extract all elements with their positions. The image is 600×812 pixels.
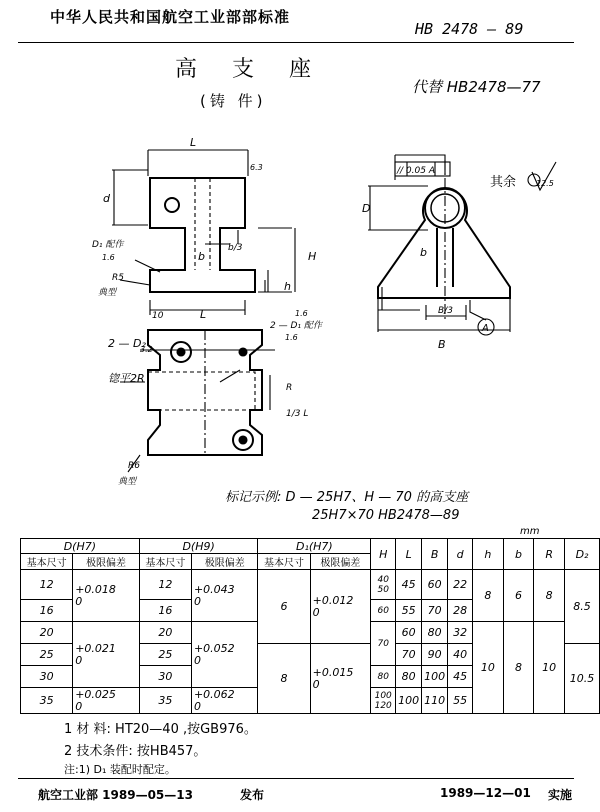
cell-D2: 8.5 [565, 570, 600, 644]
side-view [368, 155, 556, 335]
cell-B: 70 [422, 600, 448, 622]
cell-B: 90 [422, 644, 448, 666]
marking-example-line1: 标记示例: D — 25H7、H — 70 的高支座 [225, 490, 469, 505]
cell-D-H7: 30 [21, 666, 73, 688]
roughness-r32: 3.2 [140, 345, 153, 354]
cell-D-H7-tol: +0.018 0 [73, 570, 140, 622]
cell-D-H9: 25 [139, 644, 191, 666]
th-D-H7: D(H7) [21, 539, 140, 554]
cell-D-H9: 12 [139, 570, 191, 600]
datum-A: A [482, 323, 489, 334]
footer-effective: 实施 [548, 788, 573, 802]
technical-drawing [0, 120, 600, 590]
th-L: L [396, 539, 422, 570]
th-D1-H7: D₁(H7) [258, 539, 371, 554]
page-title: 高 支 座 [175, 57, 325, 82]
cell-D-H9-tol: +0.043 0 [191, 570, 258, 622]
cell-b: 8 [503, 622, 534, 714]
th-R: R [534, 539, 565, 570]
dim-D: D [362, 202, 371, 215]
cell-H: 60 [371, 600, 396, 622]
note-technical-conditions: 2 技术条件: 按HB457。 [64, 744, 207, 759]
cell-d: 28 [448, 600, 473, 622]
dim-R: R [286, 383, 293, 393]
th-basic: 基本尺寸 [21, 554, 73, 570]
roughness-r125: 12.5 [536, 179, 554, 188]
unit-label: mm [520, 526, 540, 537]
label-R6: R6 [128, 461, 140, 471]
dim-H: H [308, 250, 317, 263]
cell-L: 80 [396, 666, 422, 688]
tolerance-frame: // 0.05 A [397, 166, 435, 176]
th-basic: 基本尺寸 [139, 554, 191, 570]
cell-D-H7: 35 [21, 688, 73, 714]
roughness-r16a: 1.6 [102, 253, 115, 262]
cell-D-H7-tol: +0.025 0 [73, 688, 140, 714]
cell-D-H9-tol: +0.052 0 [191, 622, 258, 688]
dim-b-third: b/3 [228, 243, 243, 253]
label-D1-fit: D₁ 配作 [92, 240, 124, 250]
cell-D-H7-tol: +0.021 0 [73, 622, 140, 688]
page-subtitle: (铸 件) [200, 92, 267, 110]
front-view [112, 150, 295, 315]
cell-H: 100 120 [371, 688, 396, 714]
label-spot-face: 锪平2R [108, 372, 145, 385]
footer-rule [18, 778, 574, 779]
dim-L-top: L [190, 136, 197, 149]
cell-D-H9: 35 [139, 688, 191, 714]
cell-D-H7: 12 [21, 570, 73, 600]
cell-d: 55 [448, 688, 473, 714]
cell-D-H7: 25 [21, 644, 73, 666]
org-standard-title: 中华人民共和国航空工业部部标准 [50, 8, 291, 26]
th-b: b [503, 539, 534, 570]
th-B: B [422, 539, 448, 570]
th-tolerance: 极限偏差 [73, 554, 140, 570]
label-2-D1-fit: 2 — D₁ 配作 [270, 321, 322, 331]
label-R5: R5 [112, 273, 124, 283]
cell-d: 40 [448, 644, 473, 666]
label-typical-front: 典型 [98, 288, 117, 298]
cell-L: 60 [396, 622, 422, 644]
cell-d: 22 [448, 570, 473, 600]
cell-B: 110 [422, 688, 448, 714]
roughness-r16c: 1.6 [285, 333, 298, 342]
cell-D-H7: 16 [21, 600, 73, 622]
th-d: d [448, 539, 473, 570]
cell-L: 70 [396, 644, 422, 666]
cell-D1-tol: +0.012 0 [310, 570, 371, 644]
cell-d: 45 [448, 666, 473, 688]
dim-b-side: b [420, 246, 427, 259]
cell-R: 10 [534, 622, 565, 714]
cell-L: 55 [396, 600, 422, 622]
th-D2: D₂ [565, 539, 600, 570]
roughness-r63: 6.3 [250, 163, 263, 172]
note-footnote: 注:1) D₁ 装配时配定。 [64, 763, 176, 776]
cell-D1: 8 [258, 644, 310, 714]
cell-h: 8 [473, 570, 504, 622]
cell-L: 100 [396, 688, 422, 714]
cell-D-H9: 16 [139, 600, 191, 622]
cell-D1-tol: +0.015 0 [310, 644, 371, 714]
cell-D-H9: 20 [139, 622, 191, 644]
cell-D2: 10.5 [565, 644, 600, 714]
th-H: H [371, 539, 396, 570]
cell-D-H7: 20 [21, 622, 73, 644]
dim-10: 10 [152, 311, 164, 321]
cell-H: 40 50 [371, 570, 396, 600]
cell-b: 6 [503, 570, 534, 622]
cell-D-H9: 30 [139, 666, 191, 688]
note-material: 1 材 料: HT20—40 ,按GB976。 [64, 722, 257, 737]
header-rule [18, 42, 574, 43]
cell-h: 10 [473, 622, 504, 714]
footer-issued: 发布 [240, 788, 265, 802]
footer-issuer: 航空工业部 1989—05—13 [38, 788, 193, 802]
cell-B: 100 [422, 666, 448, 688]
dim-L-bottom: L [200, 308, 207, 321]
spec-table [20, 538, 600, 714]
cell-d: 32 [448, 622, 473, 644]
th-D-H9: D(H9) [139, 539, 258, 554]
cell-L: 45 [396, 570, 422, 600]
dim-one-third-L: 1/3 L [286, 409, 309, 419]
cell-R: 8 [534, 570, 565, 622]
dim-B-third: B/3 [438, 306, 453, 316]
dim-B: B [438, 338, 446, 351]
replaces-code: 代替 HB2478—77 [412, 78, 541, 96]
label-typical-top: 典型 [118, 477, 137, 487]
th-tolerance: 极限偏差 [191, 554, 258, 570]
dim-h: h [284, 280, 291, 293]
standard-code: HB 2478 — 89 [415, 20, 524, 38]
cell-H: 80 [371, 666, 396, 688]
cell-B: 80 [422, 622, 448, 644]
roughness-r16b: 1.6 [295, 309, 308, 318]
th-h: h [473, 539, 504, 570]
cell-B: 60 [422, 570, 448, 600]
th-tolerance: 极限偏差 [310, 554, 371, 570]
footer-effective-date: 1989—12—01 [440, 786, 531, 800]
dim-d: d [103, 192, 110, 205]
marking-example-line2: 25H7×70 HB2478—89 [312, 508, 460, 523]
th-basic: 基本尺寸 [258, 554, 310, 570]
cell-D1: 6 [258, 570, 310, 644]
cell-D-H9-tol: +0.062 0 [191, 688, 258, 714]
label-2-D2: 2 — D₂ [108, 337, 146, 350]
dim-b: b [198, 250, 205, 263]
label-rest-roughness: 其余 [490, 175, 517, 190]
cell-H: 70 [371, 622, 396, 666]
